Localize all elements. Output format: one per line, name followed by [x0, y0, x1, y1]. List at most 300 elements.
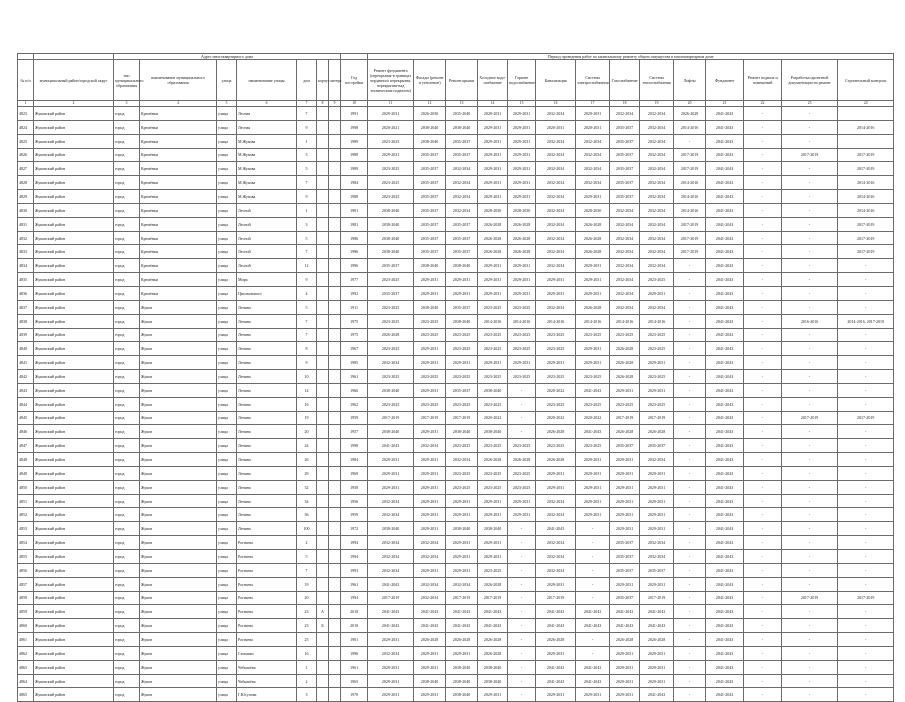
table-cell: -	[674, 273, 706, 287]
table-cell: 2023-2025	[446, 342, 478, 356]
column-header: Система электроснабжения	[576, 60, 610, 101]
table-row	[18, 591, 894, 605]
table-cell: 2029-2031	[536, 273, 576, 287]
table-cell: Жуков	[140, 619, 217, 633]
table-row	[18, 162, 894, 176]
table-cell: 2028-2030	[478, 203, 508, 217]
table-cell: -	[674, 605, 706, 619]
column-header: муниципальный район/городской округ	[34, 60, 114, 101]
table-cell: 1967	[341, 342, 368, 356]
table-cell: 4848	[18, 453, 34, 467]
table-cell: 2029-2031	[576, 342, 610, 356]
table-cell: город	[114, 508, 140, 522]
table-cell: 2035-2037	[610, 550, 640, 564]
table-cell	[317, 660, 329, 674]
table-cell: 2029-2031	[576, 107, 610, 121]
table-cell: 2032-2034	[446, 577, 478, 591]
table-cell: 1981	[341, 203, 368, 217]
table-cell: город	[114, 190, 140, 204]
table-cell: 2017-2019	[640, 591, 674, 605]
table-cell: 2038-2040	[414, 120, 446, 134]
table-cell: Жуковский район	[34, 688, 114, 702]
table-cell: -	[744, 480, 782, 494]
table-cell: -	[744, 176, 782, 190]
table-cell: 2029-2031	[478, 134, 508, 148]
table-cell: город	[114, 203, 140, 217]
table-cell: 2029-2031	[414, 494, 446, 508]
table-cell: 2035-2037	[446, 383, 478, 397]
table-cell: 2032-2034	[640, 259, 674, 273]
table-row	[18, 217, 894, 231]
table-cell: 4864	[18, 674, 34, 688]
table-cell: 2026-2028	[576, 300, 610, 314]
table-cell: -	[744, 688, 782, 702]
table-cell: улица	[217, 411, 237, 425]
table-cell: 2023-2025	[640, 370, 674, 384]
table-cell: -	[782, 619, 838, 633]
table-cell: Жуковский район	[34, 522, 114, 536]
table-cell: 4853	[18, 522, 34, 536]
table-cell: -	[674, 342, 706, 356]
table-cell: -	[782, 107, 838, 121]
table-cell: 2014-2016, 2017-2019	[838, 314, 894, 328]
table-cell	[329, 563, 341, 577]
table-cell: 4828	[18, 176, 34, 190]
column-index-cell: 19	[640, 101, 674, 107]
table-cell: 2029-2031	[640, 646, 674, 660]
table-cell: -	[782, 245, 838, 259]
table-cell: 2023-2025	[414, 370, 446, 384]
table-cell: 2023-2025	[536, 439, 576, 453]
table-cell: 2041-2043	[576, 605, 610, 619]
table-cell: -	[744, 259, 782, 273]
table-cell	[329, 162, 341, 176]
table-cell: 2029-2031	[508, 494, 536, 508]
column-index-cell: 16	[536, 101, 576, 107]
column-header: наименование улицы	[237, 60, 297, 101]
table-cell: 2023-2025	[508, 300, 536, 314]
table-cell: Ленина	[237, 314, 297, 328]
table-cell: 2029-2031	[576, 190, 610, 204]
table-row	[18, 480, 894, 494]
column-index-cell: 14	[478, 101, 508, 107]
column-index-cell: 17	[576, 101, 610, 107]
table-row	[18, 120, 894, 134]
table-cell: Рогачева	[237, 633, 297, 647]
table-row	[18, 674, 894, 688]
table-cell: 2023-2025	[478, 480, 508, 494]
column-header: литера	[329, 60, 341, 101]
table-cell: 2029-2031	[508, 176, 536, 190]
table-cell: -	[838, 646, 894, 660]
table-cell: -	[674, 286, 706, 300]
table-cell: улица	[217, 688, 237, 702]
table-cell: 2029-2031	[414, 508, 446, 522]
table-cell: Кремёнки	[140, 176, 217, 190]
table-cell: 2023-2025	[508, 466, 536, 480]
table-cell	[317, 550, 329, 564]
column-header: Строительный контроль	[838, 60, 894, 101]
table-cell: -	[674, 674, 706, 688]
table-cell: 2029-2031	[368, 660, 414, 674]
table-cell: -	[576, 633, 610, 647]
table-cell: 2041-2043	[706, 605, 744, 619]
table-cell: Ленина	[237, 356, 297, 370]
table-cell: 4843	[18, 383, 34, 397]
table-cell: 2041-2043	[706, 328, 744, 342]
table-cell: 2029-2031	[610, 466, 640, 480]
table-cell: 2023-2025	[508, 439, 536, 453]
table-cell: 5	[297, 550, 317, 564]
table-cell: Жуков	[140, 397, 217, 411]
table-cell: Жуковский район	[34, 259, 114, 273]
table-cell: Лесной	[237, 245, 297, 259]
table-row	[18, 273, 894, 287]
table-cell: 2029-2031	[640, 466, 674, 480]
table-cell: Жуков	[140, 633, 217, 647]
table-cell: 2035-2037	[414, 190, 446, 204]
table-cell	[317, 245, 329, 259]
table-cell: 1958	[341, 480, 368, 494]
table-cell: -	[508, 577, 536, 591]
table-cell: 2041-2043	[706, 217, 744, 231]
table-cell: 2035-2037	[610, 134, 640, 148]
column-header: Горячее водоснабжение	[508, 60, 536, 101]
table-cell: -	[744, 397, 782, 411]
table-cell: Ленина	[237, 328, 297, 342]
table-cell: -	[744, 522, 782, 536]
table-cell	[317, 397, 329, 411]
table-cell: -	[744, 605, 782, 619]
column-header: Ремонт крыши	[446, 60, 478, 101]
table-cell: 1986	[341, 245, 368, 259]
table-cell: -	[744, 120, 782, 134]
table-cell: Жуков	[140, 411, 217, 425]
table-cell: 2041-2043	[576, 383, 610, 397]
table-cell	[317, 286, 329, 300]
table-cell: 2035-2037	[610, 190, 640, 204]
table-cell: улица	[217, 148, 237, 162]
table-cell: Жуковский район	[34, 300, 114, 314]
table-row	[18, 688, 894, 702]
table-cell: 2041-2043	[706, 231, 744, 245]
table-cell: Кремёнки	[140, 245, 217, 259]
table-cell: М.Жукова	[237, 134, 297, 148]
table-cell: 2032-2034	[640, 148, 674, 162]
table-cell: 2029-2031	[576, 453, 610, 467]
table-cell: 2032-2034	[576, 148, 610, 162]
table-cell: Ленина	[237, 439, 297, 453]
table-cell: улица	[217, 674, 237, 688]
table-cell: 4833	[18, 245, 34, 259]
table-cell: 2032-2034	[640, 453, 674, 467]
table-cell: -	[744, 231, 782, 245]
table-cell: 1	[297, 203, 317, 217]
table-cell: город	[114, 688, 140, 702]
table-cell: 2029-2031	[478, 176, 508, 190]
table-cell: Жуков	[140, 383, 217, 397]
table-cell: 1996	[341, 646, 368, 660]
table-cell: 2041-2043	[610, 605, 640, 619]
table-cell: 4836	[18, 286, 34, 300]
table-cell: 100	[297, 522, 317, 536]
table-cell: Жуковский район	[34, 646, 114, 660]
column-index-cell: 2	[34, 101, 114, 107]
table-cell: 4839	[18, 328, 34, 342]
table-cell: -	[508, 383, 536, 397]
table-cell: город	[114, 480, 140, 494]
table-cell: 4835	[18, 273, 34, 287]
table-cell: -	[782, 217, 838, 231]
table-cell: 2029-2031	[640, 577, 674, 591]
table-cell: 2026-2028	[478, 231, 508, 245]
table-cell: -	[674, 660, 706, 674]
table-cell: 2032-2034	[640, 231, 674, 245]
table-cell: 9	[297, 356, 317, 370]
table-cell: 2032-2034	[610, 286, 640, 300]
table-cell: Жуковский район	[34, 591, 114, 605]
table-cell: 2017-2019	[838, 162, 894, 176]
table-cell: 4842	[18, 370, 34, 384]
table-cell: 2038-2040	[446, 314, 478, 328]
table-cell	[329, 633, 341, 647]
table-cell: 2032-2034	[414, 591, 446, 605]
table-cell: 2041-2043	[706, 674, 744, 688]
table-cell: улица	[217, 480, 237, 494]
table-cell: 2	[297, 674, 317, 688]
table-cell: 2032-2034	[640, 203, 674, 217]
table-cell: 2035-2037	[446, 300, 478, 314]
table-cell: Ленина	[237, 466, 297, 480]
table-cell: 2038-2040	[368, 217, 414, 231]
table-row	[18, 134, 894, 148]
table-cell: Жуков	[140, 536, 217, 550]
table-cell: город	[114, 245, 140, 259]
table-cell: 2026-2028	[414, 633, 446, 647]
table-cell: 2032-2034	[536, 231, 576, 245]
table-cell: 2041-2043	[706, 342, 744, 356]
table-cell: улица	[217, 494, 237, 508]
table-cell: 2029-2031	[414, 688, 446, 702]
table-cell: 2029-2031	[508, 120, 536, 134]
table-cell	[329, 522, 341, 536]
table-cell	[317, 674, 329, 688]
table-cell: 2026-2028	[478, 646, 508, 660]
table-cell	[317, 203, 329, 217]
table-cell: 2029-2031	[508, 356, 536, 370]
column-index-cell: 3	[114, 101, 140, 107]
table-cell: Жуков	[140, 646, 217, 660]
table-cell: город	[114, 120, 140, 134]
table-cell: 2032-2034	[446, 453, 478, 467]
table-cell: 2041-2043	[610, 619, 640, 633]
table-cell	[317, 370, 329, 384]
table-cell: улица	[217, 619, 237, 633]
table-cell: 2023-2025	[478, 563, 508, 577]
table-cell: 16	[297, 397, 317, 411]
table-cell: 4824	[18, 120, 34, 134]
table-cell: -	[782, 577, 838, 591]
table-cell: 4838	[18, 314, 34, 328]
table-cell: Рогачева	[237, 550, 297, 564]
table-cell: улица	[217, 633, 237, 647]
table-cell: Жуковский район	[34, 328, 114, 342]
table-cell: 1911	[341, 300, 368, 314]
table-cell: 2026-2028	[508, 217, 536, 231]
column-index-cell: 21	[706, 101, 744, 107]
table-cell	[329, 619, 341, 633]
table-cell: Жуковский район	[34, 148, 114, 162]
table-cell: 2029-2031	[536, 577, 576, 591]
table-cell: 2029-2031	[446, 286, 478, 300]
table-cell: улица	[217, 383, 237, 397]
table-row	[18, 550, 894, 564]
table-cell: 2023-2025	[446, 397, 478, 411]
table-cell: 2029-2031	[414, 522, 446, 536]
table-cell: -	[674, 439, 706, 453]
table-cell: 2038-2040	[478, 674, 508, 688]
table-cell: город	[114, 453, 140, 467]
table-cell: -	[744, 591, 782, 605]
table-cell: 2032-2034	[640, 176, 674, 190]
table-cell: улица	[217, 356, 237, 370]
table-cell: 2029-2031	[478, 148, 508, 162]
table-cell: 2032-2034	[610, 107, 640, 121]
table-cell: М.Жукова	[237, 162, 297, 176]
table-cell: 10	[297, 370, 317, 384]
column-index-cell: 9	[329, 101, 341, 107]
table-cell: 2020-2022	[536, 411, 576, 425]
table-cell: город	[114, 300, 140, 314]
table-cell: 2029-2031	[414, 342, 446, 356]
table-cell: 1996	[341, 259, 368, 273]
table-cell: Кремёнки	[140, 190, 217, 204]
table-cell: 4826	[18, 148, 34, 162]
table-cell: Жуковский район	[34, 383, 114, 397]
table-row	[18, 245, 894, 259]
table-cell: -	[744, 674, 782, 688]
table-cell: улица	[217, 176, 237, 190]
table-cell: Ленина	[237, 522, 297, 536]
table-cell	[329, 508, 341, 522]
table-cell: 2032-2034	[640, 162, 674, 176]
table-cell: -	[744, 660, 782, 674]
table-cell: 2032-2034	[640, 245, 674, 259]
table-cell: город	[114, 425, 140, 439]
table-cell: -	[744, 203, 782, 217]
table-cell: 2017-2019	[478, 591, 508, 605]
table-cell: город	[114, 314, 140, 328]
table-cell: 2035-2037	[414, 148, 446, 162]
table-cell: 2023-2025	[536, 328, 576, 342]
table-cell: 2041-2043	[706, 633, 744, 647]
table-cell: 2014-2016	[674, 190, 706, 204]
table-cell: 2029-2031	[414, 563, 446, 577]
table-cell: 2010	[341, 619, 368, 633]
table-cell: 2038-2040	[478, 425, 508, 439]
table-cell: -	[674, 397, 706, 411]
table-cell	[329, 300, 341, 314]
table-cell: 16	[297, 646, 317, 660]
table-cell: 2017-2019	[640, 411, 674, 425]
table-cell: 23	[297, 619, 317, 633]
table-cell: 2029-2031	[536, 480, 576, 494]
table-cell: 4841	[18, 356, 34, 370]
table-cell: -	[744, 425, 782, 439]
table-row	[18, 370, 894, 384]
table-cell	[317, 466, 329, 480]
table-cell: 2035-2037	[414, 217, 446, 231]
table-cell: 2041-2043	[706, 425, 744, 439]
table-cell: 3	[297, 217, 317, 231]
table-cell	[329, 425, 341, 439]
table-cell: 2029-2031	[478, 536, 508, 550]
table-row	[18, 231, 894, 245]
table-cell: 1985	[341, 356, 368, 370]
table-cell: 1975	[341, 328, 368, 342]
table-cell: 2032-2034	[576, 176, 610, 190]
table-cell: улица	[217, 660, 237, 674]
table-cell: 2023-2025	[446, 466, 478, 480]
table-cell: -	[674, 425, 706, 439]
table-cell: город	[114, 439, 140, 453]
address-group-header: Адрес многоквартирного дома	[114, 54, 341, 60]
table-cell: 2029-2031	[610, 577, 640, 591]
table-cell: -	[744, 148, 782, 162]
table-cell: 2029-2031	[446, 508, 478, 522]
table-cell: 2041-2043	[576, 660, 610, 674]
table-cell: город	[114, 397, 140, 411]
table-cell: -	[838, 286, 894, 300]
table-cell: 2035-2037	[640, 439, 674, 453]
column-header: Год постройки	[341, 60, 368, 101]
table-cell: 2032-2034	[414, 550, 446, 564]
table-cell: 2041-2043	[368, 605, 414, 619]
column-header: Фундамент	[706, 60, 744, 101]
table-cell: Жуков	[140, 342, 217, 356]
table-body	[18, 107, 894, 702]
table-cell: город	[114, 217, 140, 231]
table-cell: 2026-2028	[446, 633, 478, 647]
table-cell: 4856	[18, 563, 34, 577]
table-cell: 2032-2034	[536, 134, 576, 148]
table-cell: 2038-2040	[446, 674, 478, 688]
table-cell: 2023-2025	[414, 314, 446, 328]
table-cell: Жуковский район	[34, 577, 114, 591]
table-cell: 2041-2043	[576, 674, 610, 688]
table-cell: -	[838, 259, 894, 273]
table-cell: -	[674, 466, 706, 480]
table-cell: Жуковский район	[34, 466, 114, 480]
table-cell: 2041-2043	[706, 480, 744, 494]
table-cell: 2041-2043	[576, 619, 610, 633]
column-index-cell: 23	[782, 101, 838, 107]
table-cell: улица	[217, 591, 237, 605]
table-cell: -	[782, 383, 838, 397]
table-cell: 2029-2031	[414, 646, 446, 660]
table-cell: -	[782, 646, 838, 660]
table-cell: -	[744, 314, 782, 328]
table-cell: -	[674, 328, 706, 342]
table-cell: 2029-2031	[478, 550, 508, 564]
table-cell: 2026-2028	[536, 453, 576, 467]
table-cell: 2023-2025	[508, 328, 536, 342]
table-cell: -	[838, 550, 894, 564]
table-cell: город	[114, 162, 140, 176]
table-cell: 2026-2028	[576, 245, 610, 259]
table-cell: город	[114, 231, 140, 245]
table-cell: улица	[217, 425, 237, 439]
